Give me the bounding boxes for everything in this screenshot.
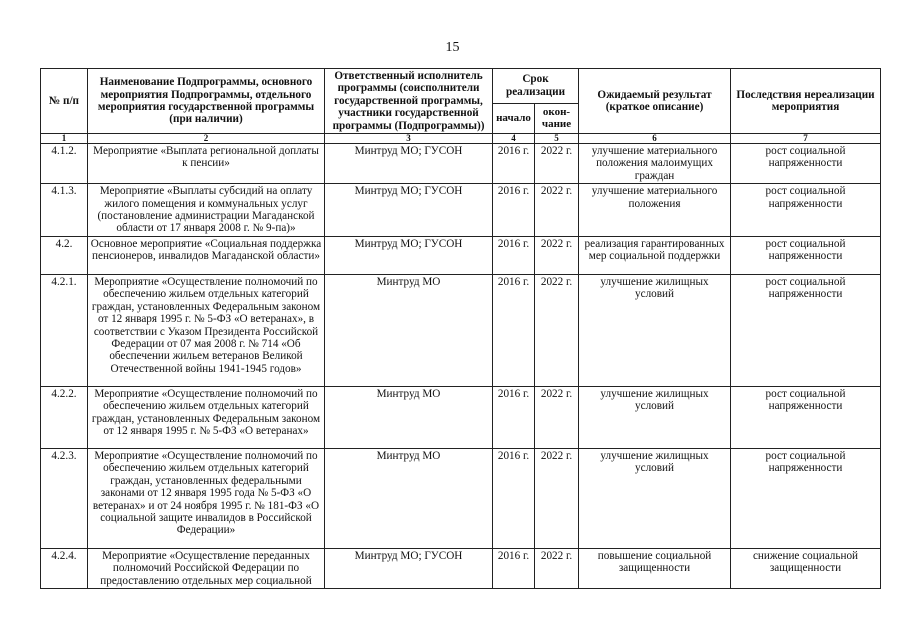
- row-responsible: Минтруд МО; ГУСОН: [325, 184, 493, 237]
- row-end: 2022 г.: [535, 144, 579, 184]
- row-end: 2022 г.: [535, 548, 579, 588]
- header-consequence: Последствия нереализации мероприятия: [731, 69, 881, 134]
- row-start: 2016 г.: [493, 144, 535, 184]
- row-name: Мероприятие «Осуществление полномочий по обеспечению жильем отдельных категорий граждан, установленных Федеральным законом от 12 января 1995 г. № 5-ФЗ «О ветеранах», в соответствии с Указом Президента Российской Федерации от 07 мая 2008 г. № 714 «Об обеспечении жильем ветеранов Великой Отечественной войны 1941-1945 годов»: [88, 274, 325, 386]
- row-name: Мероприятие «Выплаты субсидий на оплату жилого помещения и коммунальных услуг (постановление администрации Магаданской области от 17 января 2008 г. № 9-па)»: [88, 184, 325, 237]
- row-num: 4.2.4.: [41, 548, 88, 588]
- row-result: повышение социальной защищенности: [579, 548, 731, 588]
- table-row: [41, 386, 881, 448]
- column-number: 7: [731, 134, 881, 144]
- header-end: окон-чание: [535, 103, 579, 133]
- row-responsible: Минтруд МО: [325, 386, 493, 448]
- column-number: 2: [88, 134, 325, 144]
- row-responsible: Минтруд МО; ГУСОН: [325, 548, 493, 588]
- row-num: 4.1.2.: [41, 144, 88, 184]
- program-table: [40, 68, 881, 589]
- row-name: Мероприятие «Осуществление полномочий по обеспечению жильем отдельных категорий граждан, установленных федеральными законами от 12 января 1995 года № 5-ФЗ «О ветеранах» и от 24 ноября 1995 г. № 181-ФЗ «О социальной защите инвалидов в Российской Федерации»: [88, 448, 325, 548]
- row-name: Мероприятие «Осуществление полномочий по обеспечению жильем отдельных категорий граждан, установленных Федеральным законом от 12 января 1995 г. № 5-ФЗ «О ветеранах»: [88, 386, 325, 448]
- row-name: Мероприятие «Осуществление переданных полномочий Российской Федерации по предоставлению отдельных мер социальной: [88, 548, 325, 588]
- row-end: 2022 г.: [535, 274, 579, 386]
- row-name: Мероприятие «Выплата региональной доплаты к пенсии»: [88, 144, 325, 184]
- row-responsible: Минтруд МО: [325, 448, 493, 548]
- header-name: Наименование Подпрограммы, основного мероприятия Подпрограммы, отдельного мероприятия государственной программы (при наличии): [88, 69, 325, 134]
- row-consequence: снижение социальной защищенности: [731, 548, 881, 588]
- row-result: улучшение жилищных условий: [579, 386, 731, 448]
- column-number: 4: [493, 134, 535, 144]
- table-row: [41, 274, 881, 386]
- row-end: 2022 г.: [535, 184, 579, 237]
- header-row-1: [41, 69, 881, 104]
- row-start: 2016 г.: [493, 184, 535, 237]
- row-consequence: рост социальной напряженности: [731, 386, 881, 448]
- column-number: 3: [325, 134, 493, 144]
- column-number: 1: [41, 134, 88, 144]
- row-start: 2016 г.: [493, 236, 535, 274]
- row-start: 2016 г.: [493, 448, 535, 548]
- table-row: [41, 236, 881, 274]
- header-num: № п/п: [41, 69, 88, 134]
- row-result: улучшение материального положения: [579, 184, 731, 237]
- table-row: [41, 184, 881, 237]
- header-term: Срок реализации: [493, 69, 579, 104]
- column-number: 5: [535, 134, 579, 144]
- column-number: 6: [579, 134, 731, 144]
- row-num: 4.2.: [41, 236, 88, 274]
- row-num: 4.2.2.: [41, 386, 88, 448]
- row-consequence: рост социальной напряженности: [731, 144, 881, 184]
- row-consequence: рост социальной напряженности: [731, 448, 881, 548]
- row-start: 2016 г.: [493, 548, 535, 588]
- row-start: 2016 г.: [493, 274, 535, 386]
- row-num: 4.2.1.: [41, 274, 88, 386]
- row-responsible: Минтруд МО: [325, 274, 493, 386]
- row-end: 2022 г.: [535, 236, 579, 274]
- table-row: [41, 548, 881, 588]
- table-row: [41, 144, 881, 184]
- header-responsible: Ответственный исполнитель программы (соисполнители государственной программы, участники государственной программы (Подпрограммы)): [325, 69, 493, 134]
- header-result: Ожидаемый результат (краткое описание): [579, 69, 731, 134]
- row-consequence: рост социальной напряженности: [731, 274, 881, 386]
- row-result: улучшение жилищных условий: [579, 448, 731, 548]
- row-start: 2016 г.: [493, 386, 535, 448]
- row-result: улучшение жилищных условий: [579, 274, 731, 386]
- row-result: реализация гарантированных мер социальной поддержки: [579, 236, 731, 274]
- row-end: 2022 г.: [535, 448, 579, 548]
- row-consequence: рост социальной напряженности: [731, 184, 881, 237]
- row-num: 4.2.3.: [41, 448, 88, 548]
- row-responsible: Минтруд МО; ГУСОН: [325, 144, 493, 184]
- row-num: 4.1.3.: [41, 184, 88, 237]
- row-responsible: Минтруд МО; ГУСОН: [325, 236, 493, 274]
- row-end: 2022 г.: [535, 386, 579, 448]
- table-row: [41, 448, 881, 548]
- row-consequence: рост социальной напряженности: [731, 236, 881, 274]
- page-number: 15: [445, 40, 460, 55]
- row-name: Основное мероприятие «Социальная поддержка пенсионеров, инвалидов Магаданской области»: [88, 236, 325, 274]
- row-result: улучшение материального положения малоимущих граждан: [579, 144, 731, 184]
- column-number-row: [41, 134, 881, 144]
- header-start: начало: [493, 103, 535, 133]
